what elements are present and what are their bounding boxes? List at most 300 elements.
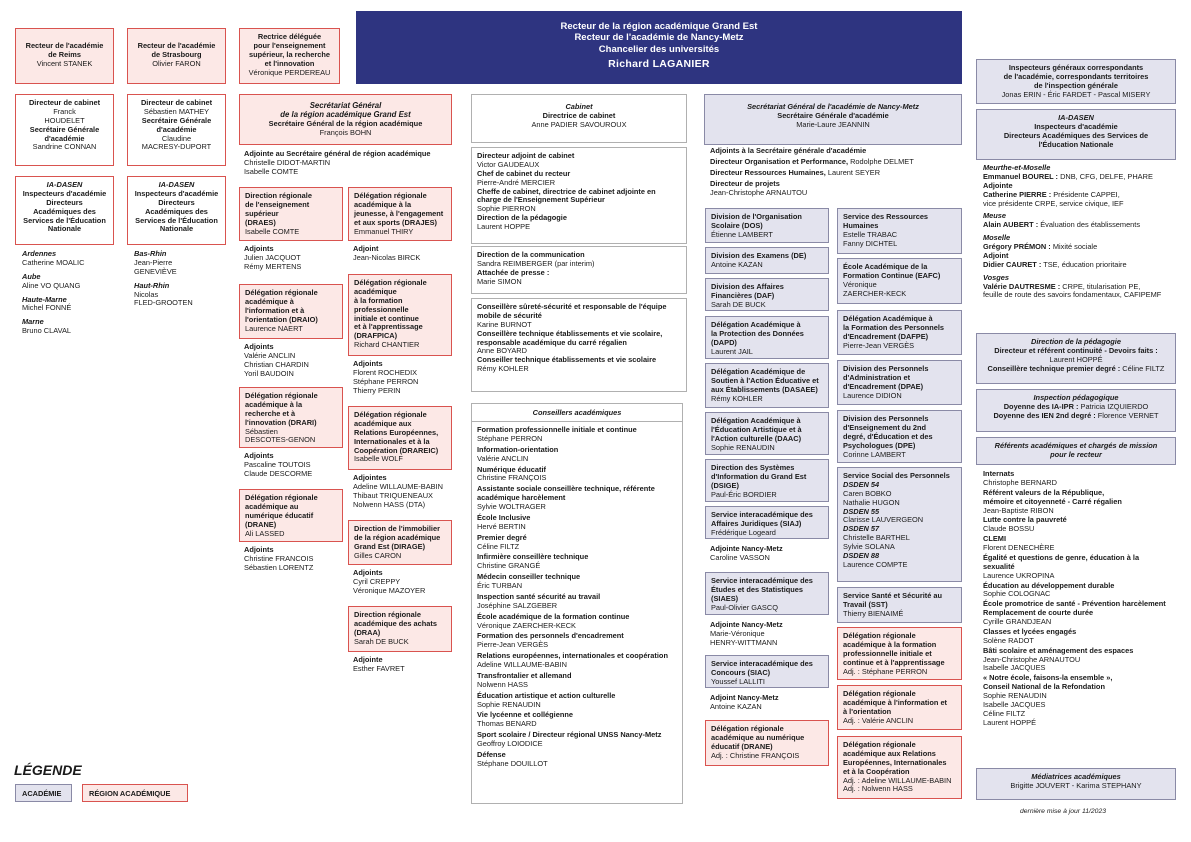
right-dep-person: Didier CAURET :	[983, 259, 1042, 269]
role-name: Marie SIMON	[477, 276, 522, 286]
division-title: Division des Examens (DE)	[711, 251, 807, 260]
insp-name1: Patricia IZQUIERDO	[1078, 401, 1149, 411]
delegation-title: Délégation régionale académique aux Relations Européennes, Internationales et à la Coopération (DRAREIC)	[354, 410, 439, 455]
delegation-title: Délégation régionale académique à la jeunesse, à l'engagement et aux sports (DRAJES)	[354, 191, 444, 227]
strasbourg-deps	[134, 250, 226, 313]
reims-sg-name: Sandrine CONNAN	[32, 142, 97, 152]
region-delegation-box	[239, 187, 343, 241]
nancy-division-box	[705, 690, 829, 717]
right-dep-person: Valérie DAUTRESME :	[983, 281, 1061, 291]
dep-name: Haut-Rhin	[134, 280, 170, 290]
region-delegation-box	[348, 406, 452, 470]
delegation-title: Délégation régionale académique à la formation professionnelle initiale et continue et à l'apprentissage (DRAFPICA)	[354, 278, 427, 341]
reims-iadasen-sub: Inspecteurs d'académie Directeurs Académiques des Services de l'Éducation Nationale	[22, 188, 107, 234]
role-name: Rémy KOHLER	[477, 364, 529, 374]
nancy-division-box	[705, 247, 829, 274]
division-title: Délégation Académique à l'Éducation Artistique et à l'Action culturelle (DAAC)	[711, 416, 802, 443]
nancy-division-box	[837, 685, 962, 730]
adjoints-label: Adjointes	[353, 473, 387, 482]
division-title: Division des Affaires Financières (DAF)	[711, 282, 784, 300]
role-name: Joséphine SALZGEBER	[477, 600, 558, 610]
right-dep-person: Emmanuel BOUREL :	[983, 171, 1059, 181]
delegation-adjoints	[353, 245, 455, 263]
role-title: École Inclusive	[477, 512, 531, 522]
dep-name: Aube	[22, 271, 41, 281]
dep-name: Ardennes	[22, 249, 57, 258]
role-title: Conseillère technique établissements et vie scolaire, responsable académique du carré régalien	[477, 328, 663, 347]
division-head: Laurent JAIL	[711, 346, 753, 356]
region-delegation-box	[348, 187, 452, 241]
adjoints-names: Adeline WILLAUME-BABIN Thibaut TRIQUENEAUX Nolwenn HASS (DTA)	[353, 481, 443, 509]
division-title: Service interacadémique des Affaires Juridiques (SIAJ)	[711, 510, 813, 528]
dsden-names: Laurence COMPTE	[843, 559, 908, 569]
right-deps	[983, 164, 1178, 304]
adjoints-label: Adjoints	[244, 451, 274, 460]
delegation-adjoints	[244, 245, 346, 272]
role-title: Éducation artistique et action culturelle	[477, 690, 616, 700]
role-title: École promotrice de santé - Prévention harcèlement Remplacement de courte durée	[983, 599, 1166, 618]
header-line-1: Recteur de la région académique Grand Est	[560, 21, 758, 32]
igen-box	[976, 59, 1176, 104]
adjoints-names: Florent ROCHEDIX Stéphane PERRON Thierry PERIN	[353, 367, 419, 395]
reims-cabinet-name: Franck HOUDELET	[44, 106, 85, 125]
right-dep-line	[983, 261, 1178, 270]
division-head: Marie-Véronique HENRY-WITTMANN	[710, 628, 778, 647]
sg-nancy-line	[710, 147, 960, 156]
division-head: Paul-Olivier GASCQ	[711, 602, 778, 612]
reims-iadasen-title: IA-DASEN	[46, 180, 83, 189]
role-title: Conseillère sûreté-sécurité et responsable de l'équipe mobile de sécurité	[477, 302, 667, 320]
role-title: Premier degré	[477, 532, 527, 542]
rector-name: Richard LAGANIER	[608, 58, 710, 71]
legend-academie: ACADÉMIE	[15, 784, 72, 802]
role-title: Information-orientation	[477, 444, 559, 454]
delegation-head: Emmanuel THIRY	[354, 226, 414, 236]
role-name: Laurence UKROPINA	[983, 570, 1055, 580]
role-name: Stéphane PERRON	[477, 433, 543, 443]
nancy-division-box	[837, 360, 962, 405]
division-title: Service interacadémique des Études et des Statistiques (SIAES)	[711, 576, 813, 603]
strasbourg-sg-title: Secrétaire Générale d'académie	[141, 115, 212, 134]
sg-region-adjointe-title: Adjointe au Secrétaire général de région académique	[244, 149, 431, 158]
dep-ia-name: Catherine MOALIC	[22, 257, 85, 267]
division-title: Délégation Académique à la Formation des Personnels d'Encadrement (DAFPE)	[843, 314, 945, 341]
peda-box	[976, 333, 1176, 384]
role-name: Laurent HOPPE	[477, 222, 530, 231]
division-title: Service Santé et Sécurité au Travail (SST)	[843, 591, 943, 609]
footer-update: dernière mise à jour 11/2023	[1020, 808, 1107, 815]
dsden-names: Christelle BARTHEL Sylvie SOLANA	[843, 533, 910, 551]
nancy-division-box	[705, 541, 829, 568]
delegation-title: Délégation régionale académique au numérique éducatif (DRANE)	[245, 493, 318, 529]
division-title: École Académique de la Formation Continue (EAFC)	[843, 262, 941, 280]
delegation-adjoints	[353, 360, 455, 396]
igen-names: Jonas ERIN - Éric FARDET - Pascal MISERY	[1001, 89, 1151, 99]
role-name: Hervé BERTIN	[477, 521, 526, 531]
nancy-division-box	[837, 627, 962, 680]
strasbourg-iadasen-title: IA-DASEN	[158, 180, 195, 189]
role-name: Christine FRANÇOIS	[477, 473, 547, 483]
right-dep-role: vice présidente CRPE, service civique, IEF	[983, 198, 1124, 208]
delegation-title: Délégation régionale académique à la recherche et à l'innovation (DRARI)	[245, 391, 318, 427]
right-dep-line	[983, 200, 1178, 209]
cabinet-group1	[471, 147, 687, 244]
nancy-division-box	[705, 655, 829, 688]
delegation-adjoints	[244, 343, 346, 379]
right-dep-line	[983, 221, 1178, 230]
nancy-division-box	[705, 572, 829, 615]
adjoints-label: Adjoints	[244, 244, 274, 253]
right-dep-person: Alain AUBERT :	[983, 220, 1039, 230]
nancy-division-box	[837, 208, 962, 254]
role-title: Défense	[477, 749, 506, 759]
role-title: École académique de la formation continue	[477, 611, 630, 621]
cabinet-head-box	[471, 94, 687, 143]
division-head: Antoine KAZAN	[710, 701, 762, 711]
dep-name: Bas-Rhin	[134, 249, 167, 258]
delegation-head: Richard CHANTIER	[354, 340, 420, 350]
reims-cabinet-title: Directeur de cabinet	[28, 98, 101, 107]
division-title: Délégation régionale académique à l'information et à l'orientation	[843, 689, 948, 716]
sg-nancy-line-name: Rodolphe DELMET	[848, 156, 914, 166]
nancy-division-box	[837, 467, 962, 582]
role-title: « Notre école, faisons-la ensemble », Conseil National de la Refondation	[983, 673, 1113, 692]
delegation-head: Sébastien DESCOTES-GENON	[245, 426, 316, 445]
insp-title: Inspection pédagogique	[1033, 393, 1119, 402]
division-head: Corinne LAMBERT	[843, 449, 906, 459]
dep-name: Marne	[22, 317, 44, 327]
role-title: Internats	[983, 469, 1015, 478]
strasbourg-iadasen-box	[127, 176, 226, 245]
reims-cabinet-box	[15, 94, 114, 166]
sg-region-adjointe	[244, 150, 454, 177]
nancy-division-box	[837, 410, 962, 463]
role-title: Assistante sociale conseillère technique, référente académique harcèlement	[477, 484, 655, 503]
legend-region: RÉGION ACADÉMIQUE	[82, 784, 188, 802]
role-title: Formation des personnels d'encadrement	[477, 631, 624, 641]
peda-line1: Directeur et référent continuité - Devoirs faits :	[994, 345, 1158, 355]
sg-nancy-line-name: Jean-Christophe ARNAUTOU	[710, 187, 808, 197]
insp-line1: Doyenne des IA-IPR :	[1003, 401, 1079, 411]
nancy-division-box	[705, 506, 829, 539]
delegation-title: Direction régionale de l'enseignement supérieur (DRAES)	[245, 191, 312, 227]
sg-nancy-line	[710, 180, 960, 198]
division-title: Service interacadémique des Concours (SIAC)	[711, 659, 813, 677]
role-title: Numérique éducatif	[477, 464, 546, 474]
right-dep-role: TSE, éducation prioritaire	[1041, 259, 1127, 269]
reims-deps	[22, 250, 114, 341]
strasbourg-iadasen-sub: Inspecteurs d'académie Directeurs Académiques des Services de l'Éducation Nationale	[134, 188, 219, 234]
role-name: Christophe BERNARD	[983, 477, 1057, 487]
sg-region-box	[239, 94, 452, 145]
role-title: Bâti scolaire et aménagement des espaces	[983, 645, 1134, 655]
sg-nancy-line	[710, 169, 960, 178]
division-head: Antoine KAZAN	[711, 259, 763, 269]
insp-box	[976, 389, 1176, 432]
right-dep-person: Adjoint	[983, 250, 1009, 260]
delegation-head: Isabelle COMTE	[245, 226, 300, 236]
reims-rector-name: Vincent STANEK	[36, 58, 93, 68]
division-head: Caroline VASSON	[710, 552, 770, 562]
right-dep-role: feuille de route des savoirs fondamentaux, CAFIPEMF	[983, 290, 1162, 300]
peda-title: Direction de la pédagogie	[1031, 337, 1121, 346]
right-dep-person: Adjointe	[983, 180, 1013, 190]
role-name: Sophie COLOGNAC	[983, 589, 1051, 599]
med-box	[976, 768, 1176, 800]
sg-nancy-box	[704, 94, 962, 145]
delegation-adjoints	[353, 474, 455, 510]
role-name: Sylvie WOLTRAGER	[477, 502, 546, 511]
cabinet-sub: Directrice de cabinet	[542, 110, 616, 120]
role-title: Référent valeurs de la République, mémoire et citoyenneté - Carré régalien	[983, 487, 1122, 506]
right-dep-name: Meurthe-et-Moselle	[983, 163, 1051, 172]
right-dep-person: Catherine PIERRE :	[983, 189, 1052, 199]
sg-nancy-line-role: Adjoints à la Secrétaire générale d'académie	[710, 146, 867, 155]
region-delegation-box	[348, 606, 452, 652]
med-title: Médiatrices académiques	[1031, 772, 1121, 781]
role-name: Christine GRANGÉ	[477, 561, 541, 571]
role-name: Éric TURBAN	[477, 581, 523, 590]
strasbourg-sg-name: Claudine MACRESY-DUPORT	[141, 133, 212, 152]
conseillers-list	[471, 421, 683, 804]
nancy-division-box	[837, 258, 962, 304]
role-title: Égalité et questions de genre, éducation à la sexualité	[983, 552, 1140, 571]
nancy-division-box	[705, 363, 829, 408]
role-name: Sophie RENAUDIN	[477, 699, 541, 709]
adjoints-names: Cyril CREPPY Véronique MAZOYER	[353, 576, 426, 595]
role-title: Médecin conseiller technique	[477, 572, 581, 582]
ref-title: Référents académiques et chargés de mission pour le recteur	[994, 441, 1158, 459]
division-title: Adjointe Nancy-Metz	[710, 544, 783, 553]
division-title: Délégation Académique de Soutien à l'Action Éducative et aux Établissements (DASAEE)	[711, 367, 819, 394]
delegation-head: Ali LASSED	[245, 528, 285, 538]
sg-region-name: François BOHN	[319, 127, 372, 137]
peda-name1: Laurent HOPPÉ	[1049, 354, 1103, 364]
division-title: Délégation régionale académique aux Relations Européennes, Internationales et à la Coopération	[843, 740, 947, 776]
role-title: CLEMI	[983, 534, 1006, 544]
division-head: Thierry BIENAIMÉ	[843, 608, 904, 618]
division-title: Adjoint Nancy-Metz	[710, 693, 779, 702]
adjoints-names: Pascaline TOUTOIS Claude DESCORME	[244, 459, 313, 478]
role-title: Cheffe de cabinet, directrice de cabinet adjointe en charge de l'Enseignement Supérieur	[477, 186, 656, 205]
division-head: Adj. : Christine FRANÇOIS	[711, 750, 800, 760]
cabinet-group3	[471, 298, 687, 392]
dep-name: Haute-Marne	[22, 294, 67, 304]
role-title: Sport scolaire / Directeur régional UNSS Nancy-Metz	[477, 730, 662, 740]
sg-nancy-line-role: Directeur de projets	[710, 178, 780, 188]
delegation-head: Gilles CARON	[354, 550, 402, 560]
role-name: Victor GAUDEAUX	[477, 159, 540, 169]
rectrice-name: Véronique PERDEREAU	[248, 67, 331, 77]
role-name: Sandra REIMBERGER (par interim)	[477, 258, 595, 268]
role-title: Transfrontalier et allemand	[477, 670, 572, 680]
division-title: Direction des Systèmes d'Information du Grand Est (DSIGE)	[711, 463, 807, 490]
adjoints-label: Adjointe	[353, 655, 383, 664]
division-title: Adjointe Nancy-Metz	[710, 620, 783, 629]
role-name: Adeline WILLAUME-BABIN	[477, 660, 567, 669]
delegation-adjoints	[353, 569, 455, 596]
nancy-division-box	[705, 278, 829, 311]
role-name: Sophie RENAUDIN Isabelle JACQUES Céline FILTZ Laurent HOPPÉ	[983, 691, 1047, 727]
dep-ia-name: Aline VO QUANG	[22, 280, 81, 290]
delegation-adjoints	[244, 546, 346, 573]
insp-line2: Doyenne des IEN 2nd degré :	[993, 410, 1096, 420]
division-head: Sarah DE BUCK	[711, 299, 766, 309]
header-line-2: Recteur de l'académie de Nancy-Metz	[574, 32, 744, 44]
role-name: Cyrille GRANDJEAN	[983, 617, 1052, 626]
division-head: Laurence DIDION	[843, 390, 902, 400]
division-head: Youssef LALLITI	[711, 676, 765, 686]
adjoints-names: Esther FAVRET	[353, 663, 405, 673]
role-name: Florent DENECHÈRE	[983, 543, 1055, 552]
med-names: Brigitte JOUVERT - Karima STEPHANY	[1010, 780, 1142, 790]
reims-rector-box	[15, 28, 114, 84]
role-name: Solène RADOT	[983, 635, 1034, 645]
sg-nancy-line-role: Directeur Organisation et Performance,	[710, 156, 849, 166]
division-head: Adj. : Adeline WILLAUME-BABIN Adj. : Nolwenn HASS	[843, 775, 952, 794]
dsden-names: Clarisse LAUVERGEON	[843, 515, 924, 525]
adjoints-label: Adjoints	[244, 545, 274, 554]
adjoints-names: Julien JACQUOT Rémy MERTENS	[244, 252, 302, 271]
role-title: Conseiller technique établissements et vie scolaire	[477, 355, 657, 365]
strasbourg-rector-name: Olivier FARON	[152, 58, 201, 68]
role-name: Sophie PIERRON	[477, 204, 536, 214]
adjoints-label: Adjoint	[353, 244, 379, 253]
role-name: Céline FILTZ	[477, 541, 520, 551]
division-title: Division de l'Organisation Scolaire (DOS)	[711, 212, 802, 230]
nancy-division-box	[705, 617, 829, 650]
delegation-head: Isabelle WOLF	[354, 454, 403, 464]
sg-nancy-line	[710, 158, 960, 167]
division-head: Rémy KOHLER	[711, 393, 763, 403]
role-title: Attachée de presse :	[477, 267, 550, 277]
role-title: Direction de la pédagogie	[477, 213, 567, 223]
sg-nancy-line-name: Laurent SEYER	[825, 167, 881, 177]
rectrice-title: Rectrice déléguée pour l'enseignement supérieur, la recherche et l'innovation	[249, 32, 330, 68]
delegation-adjoints	[244, 452, 346, 479]
sg-region-title: Secrétariat Général de la région académique Grand Est	[280, 101, 411, 120]
delegation-head: Laurence NAERT	[245, 323, 303, 333]
reims-iadasen-box	[15, 176, 114, 245]
right-dep-role: Mixité sociale	[1050, 242, 1098, 251]
right-dep-role: CRPE, titularisation PE,	[1060, 281, 1141, 291]
sg-nancy-adjoints	[710, 147, 960, 199]
role-name: Nolwenn HASS	[477, 679, 528, 689]
role-title: Chef de cabinet du recteur	[477, 168, 571, 178]
sg-region-subtitle: Secrétaire Général de la région académique	[268, 118, 423, 128]
delegation-title: Direction régionale académique des achats (DRAA)	[354, 610, 437, 637]
peda-name2: Céline FILTZ	[1120, 363, 1165, 373]
role-name: Jean-Christophe ARNAUTOU Isabelle JACQUES	[983, 654, 1081, 673]
cabinet-title: Cabinet	[565, 102, 593, 111]
division-head: Adj. : Stéphane PERRON	[843, 666, 928, 676]
peda-line2: Conseillère technique premier degré :	[987, 363, 1121, 373]
cabinet-group2	[471, 246, 687, 294]
right-dep-name: Vosges	[983, 272, 1010, 282]
role-title: Lutte contre la pauvreté	[983, 515, 1067, 525]
division-title: Service des Ressources Humaines	[843, 212, 929, 230]
dep-ia-name: Michel FONNÉ	[22, 303, 72, 313]
role-name: Pierre-Jean VERGÈS	[477, 640, 549, 650]
role-title: Directeur adjoint de cabinet	[477, 151, 575, 160]
delegation-title: Direction de l'immobilier de la région académique Grand Est (DIRAGE)	[354, 524, 441, 551]
nancy-division-box	[705, 316, 829, 359]
conseillers-head-box	[471, 403, 683, 422]
dsden-label: DSDEN 54	[843, 479, 880, 489]
division-head: Paul-Éric BORDIER	[711, 489, 777, 499]
dsden-label: DSDEN 88	[843, 550, 880, 560]
ref-list	[983, 470, 1178, 729]
division-head: Estelle TRABAC Fanny DICHTEL	[843, 229, 898, 248]
delegation-adjoints	[353, 656, 455, 674]
division-head: Adj. : Valérie ANCLIN	[843, 715, 914, 725]
sg-nancy-name: Marie-Laure JEANNIN	[796, 119, 870, 129]
division-title: Délégation régionale académique à la formation professionnelle initiale et continue et à l'apprentissage	[843, 631, 945, 667]
role-title: Formation professionnelle initiale et continue	[477, 425, 637, 434]
role-title: Éducation au développement durable	[983, 580, 1115, 590]
adjoints-label: Adjoints	[353, 568, 383, 577]
role-name: Pierre-André MERCIER	[477, 177, 556, 187]
conseillers-title: Conseillers académiques	[532, 408, 622, 417]
insp-name2: Florence VERNET	[1095, 410, 1159, 420]
role-name: Anne BOYARD	[477, 346, 527, 356]
region-delegation-box	[239, 387, 343, 448]
role-name: Thomas BENARD	[477, 719, 537, 729]
right-dep-name: Meuse	[983, 211, 1007, 221]
rectrice-box	[239, 28, 340, 84]
nancy-division-box	[705, 459, 829, 502]
strasbourg-cabinet-name: Sébastien MATHEY	[143, 106, 210, 116]
role-name: Stéphane DOUILLOT	[477, 758, 548, 768]
dep-ia-name: Jean-Pierre GENEVIÈVE	[134, 257, 177, 276]
role-title: Classes et lycées engagés	[983, 626, 1077, 636]
sg-nancy-sub: Secrétaire Générale d'académie	[777, 110, 889, 120]
division-title: Division des Personnels d'Enseignement du 2nd degré, d'Éducation et des Psychologues (DPE)	[843, 414, 933, 450]
role-name: Geoffroy LOIODICE	[477, 739, 543, 748]
nancy-division-box	[705, 412, 829, 455]
nancy-division-box	[705, 720, 829, 766]
nancy-division-box	[837, 310, 962, 355]
division-head: Sophie RENAUDIN	[711, 442, 775, 452]
role-name: Jean-Baptiste RIBON	[983, 505, 1054, 515]
role-title: Vie lycéenne et collégienne	[477, 710, 573, 720]
region-delegation-box	[239, 284, 343, 339]
right-iadasen-box	[976, 109, 1176, 160]
nancy-division-box	[705, 208, 829, 243]
right-dep-role: DNB, CFG, DELFE, PHARE	[1058, 171, 1153, 181]
role-title: Relations européennes, internationales et coopération	[477, 651, 668, 661]
adjoints-label: Adjoints	[353, 359, 383, 368]
delegation-head: Sarah DE BUCK	[354, 636, 409, 646]
division-head: Étienne LAMBERT	[711, 229, 773, 239]
role-title: Direction de la communication	[477, 250, 585, 259]
role-title: Infirmière conseillère technique	[477, 552, 589, 562]
sg-nancy-line-role: Directeur Ressources Humaines,	[710, 167, 826, 177]
ref-box	[976, 437, 1176, 465]
header-line-3: Chancelier des universités	[598, 43, 720, 55]
adjoints-label: Adjoints	[244, 342, 274, 351]
right-iadasen-sub: Inspecteurs d'académie Directeurs Académiques des Services de l'Éducation Nationale	[1003, 121, 1149, 149]
nancy-division-box	[837, 736, 962, 799]
rector-header	[356, 11, 962, 84]
dep-ia-name: Nicolas FLED-GROOTEN	[134, 289, 193, 308]
sg-region-adjointe-names: Christelle DIDOT-MARTIN Isabelle COMTE	[244, 157, 331, 176]
delegation-title: Délégation régionale académique à l'information et à l'orientation (DRAIO)	[245, 288, 318, 324]
right-dep-role: Évaluation des établissements	[1038, 220, 1141, 230]
right-dep-name: Moselle	[983, 233, 1011, 243]
division-title: Service Social des Personnels	[843, 471, 950, 480]
role-name: Valérie ANCLIN	[477, 453, 529, 463]
